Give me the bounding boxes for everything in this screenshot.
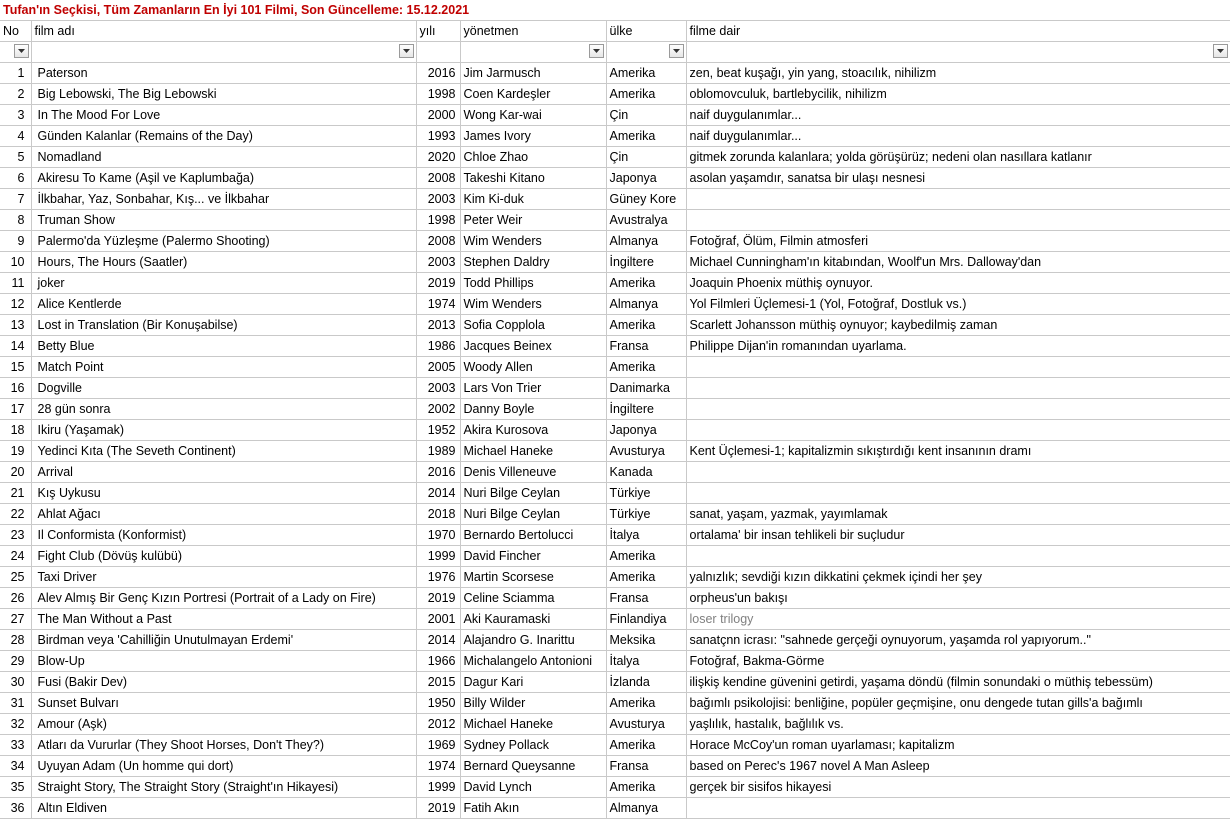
- chevron-down-icon[interactable]: [589, 44, 604, 58]
- table-row[interactable]: [0, 189, 1230, 210]
- cell-director[interactable]: Denis Villeneuve: [460, 462, 606, 483]
- cell-year[interactable]: 1950: [416, 693, 460, 714]
- cell-film-title[interactable]: Sunset Bulvarı: [31, 693, 416, 714]
- cell-about[interactable]: ilişkiş kendine güvenini getirdi, yaşama döndü (filmin sonundaki o müthiş tebessüm): [686, 672, 1230, 693]
- cell-year[interactable]: 2014: [416, 483, 460, 504]
- cell-year[interactable]: 1999: [416, 546, 460, 567]
- table-header-row: [0, 21, 1230, 42]
- cell-film-title[interactable]: Arrival: [31, 462, 416, 483]
- cell-film-title[interactable]: Akiresu To Kame (Aşil ve Kaplumbağa): [31, 168, 416, 189]
- cell-about[interactable]: [686, 483, 1230, 504]
- table-row[interactable]: [0, 273, 1230, 294]
- cell-no[interactable]: 12: [0, 294, 31, 315]
- cell-film-title[interactable]: joker: [31, 273, 416, 294]
- cell-about[interactable]: zen, beat kuşağı, yin yang, stoacılık, nihilizm: [686, 63, 1230, 84]
- table-row[interactable]: [0, 378, 1230, 399]
- cell-about[interactable]: Scarlett Johansson müthiş oynuyor; kaybedilmiş zaman: [686, 315, 1230, 336]
- table-row[interactable]: [0, 525, 1230, 546]
- cell-no[interactable]: 17: [0, 399, 31, 420]
- cell-year[interactable]: 2014: [416, 630, 460, 651]
- cell-no[interactable]: 18: [0, 420, 31, 441]
- table-row[interactable]: [0, 105, 1230, 126]
- cell-director[interactable]: Aki Kauramaski: [460, 609, 606, 630]
- cell-director[interactable]: Wim Wenders: [460, 294, 606, 315]
- cell-no[interactable]: 25: [0, 567, 31, 588]
- cell-director[interactable]: Michael Haneke: [460, 441, 606, 462]
- cell-year[interactable]: 1976: [416, 567, 460, 588]
- cell-year[interactable]: 2000: [416, 105, 460, 126]
- cell-country[interactable]: Güney Kore: [606, 189, 686, 210]
- cell-no[interactable]: 35: [0, 777, 31, 798]
- cell-about[interactable]: Joaquin Phoenix müthiş oynuyor.: [686, 273, 1230, 294]
- cell-about[interactable]: yaşlılık, hastalık, bağlılık vs.: [686, 714, 1230, 735]
- table-row[interactable]: [0, 399, 1230, 420]
- chevron-down-icon[interactable]: [1213, 44, 1228, 58]
- cell-film-title[interactable]: Betty Blue: [31, 336, 416, 357]
- cell-about[interactable]: [686, 189, 1230, 210]
- cell-country[interactable]: Çin: [606, 147, 686, 168]
- cell-director[interactable]: Dagur Kari: [460, 672, 606, 693]
- cell-director[interactable]: Michael Haneke: [460, 714, 606, 735]
- table-row[interactable]: [0, 420, 1230, 441]
- cell-country[interactable]: Avusturya: [606, 714, 686, 735]
- table-row[interactable]: [0, 210, 1230, 231]
- cell-about[interactable]: [686, 798, 1230, 819]
- cell-no[interactable]: 29: [0, 651, 31, 672]
- chevron-down-icon[interactable]: [399, 44, 414, 58]
- cell-film-title[interactable]: Kış Uykusu: [31, 483, 416, 504]
- filter-cell-year: [416, 42, 460, 63]
- cell-director[interactable]: Celine Sciamma: [460, 588, 606, 609]
- cell-about[interactable]: Michael Cunningham'ın kitabından, Woolf'un Mrs. Dalloway'dan: [686, 252, 1230, 273]
- cell-no[interactable]: 19: [0, 441, 31, 462]
- cell-year[interactable]: 1952: [416, 420, 460, 441]
- cell-about[interactable]: bağımlı psikolojisi: benliğine, popüler geçmişine, onu dengede tutan gills'a bağımlı: [686, 693, 1230, 714]
- cell-about[interactable]: [686, 357, 1230, 378]
- cell-about[interactable]: naif duygulanımlar...: [686, 105, 1230, 126]
- cell-year[interactable]: 2003: [416, 189, 460, 210]
- cell-director[interactable]: Fatih Akın: [460, 798, 606, 819]
- cell-country[interactable]: Avusturya: [606, 441, 686, 462]
- cell-film-title[interactable]: In The Mood For Love: [31, 105, 416, 126]
- table-row[interactable]: [0, 441, 1230, 462]
- cell-director[interactable]: Nuri Bilge Ceylan: [460, 483, 606, 504]
- cell-no[interactable]: 11: [0, 273, 31, 294]
- filter-cell-director: [460, 42, 606, 63]
- cell-film-title[interactable]: Nomadland: [31, 147, 416, 168]
- cell-country[interactable]: Danimarka: [606, 378, 686, 399]
- filter-cell-country: [606, 42, 686, 63]
- cell-no[interactable]: 20: [0, 462, 31, 483]
- cell-country[interactable]: Çin: [606, 105, 686, 126]
- cell-about[interactable]: naif duygulanımlar...: [686, 126, 1230, 147]
- cell-year[interactable]: 2020: [416, 147, 460, 168]
- cell-director[interactable]: Michalangelo Antonioni: [460, 651, 606, 672]
- cell-film-title[interactable]: Lost in Translation (Bir Konuşabilse): [31, 315, 416, 336]
- cell-film-title[interactable]: Atları da Vururlar (They Shoot Horses, Don't They?): [31, 735, 416, 756]
- cell-country[interactable]: Amerika: [606, 84, 686, 105]
- cell-film-title[interactable]: Straight Story, The Straight Story (Straight'ın Hikayesi): [31, 777, 416, 798]
- cell-about[interactable]: based on Perec's 1967 novel A Man Asleep: [686, 756, 1230, 777]
- cell-year[interactable]: 1986: [416, 336, 460, 357]
- cell-year[interactable]: 1993: [416, 126, 460, 147]
- cell-no[interactable]: 31: [0, 693, 31, 714]
- cell-country[interactable]: Türkiye: [606, 504, 686, 525]
- table-row[interactable]: [0, 168, 1230, 189]
- cell-film-title[interactable]: Uyuyan Adam (Un homme qui dort): [31, 756, 416, 777]
- cell-director[interactable]: Alajandro G. Inarittu: [460, 630, 606, 651]
- cell-no[interactable]: 26: [0, 588, 31, 609]
- cell-country[interactable]: Amerika: [606, 126, 686, 147]
- cell-no[interactable]: 33: [0, 735, 31, 756]
- cell-year[interactable]: 2013: [416, 315, 460, 336]
- table-row[interactable]: [0, 504, 1230, 525]
- table-row[interactable]: [0, 777, 1230, 798]
- cell-year[interactable]: 1999: [416, 777, 460, 798]
- cell-country[interactable]: Almanya: [606, 294, 686, 315]
- cell-year[interactable]: 1998: [416, 84, 460, 105]
- table-row[interactable]: [0, 588, 1230, 609]
- cell-no[interactable]: 27: [0, 609, 31, 630]
- cell-country[interactable]: İtalya: [606, 651, 686, 672]
- cell-year[interactable]: 2003: [416, 252, 460, 273]
- cell-director[interactable]: Jacques Beinex: [460, 336, 606, 357]
- cell-film-title[interactable]: Il Conformista (Konformist): [31, 525, 416, 546]
- cell-country[interactable]: Fransa: [606, 756, 686, 777]
- cell-about[interactable]: asolan yaşamdır, sanatsa bir ulaşı nesnesi: [686, 168, 1230, 189]
- cell-country[interactable]: Amerika: [606, 546, 686, 567]
- cell-country[interactable]: Japonya: [606, 420, 686, 441]
- cell-year[interactable]: 2002: [416, 399, 460, 420]
- cell-film-title[interactable]: Truman Show: [31, 210, 416, 231]
- filter-cell-no: [0, 42, 31, 63]
- cell-about[interactable]: Fotoğraf, Bakma-Görme: [686, 651, 1230, 672]
- table-row[interactable]: [0, 651, 1230, 672]
- cell-country[interactable]: Amerika: [606, 735, 686, 756]
- filter-cell-film: [31, 42, 416, 63]
- cell-country[interactable]: Fransa: [606, 336, 686, 357]
- cell-film-title[interactable]: 28 gün sonra: [31, 399, 416, 420]
- cell-about[interactable]: [686, 420, 1230, 441]
- table-row[interactable]: [0, 630, 1230, 651]
- cell-year[interactable]: 2019: [416, 588, 460, 609]
- cell-no[interactable]: 3: [0, 105, 31, 126]
- cell-director[interactable]: Sofia Copplola: [460, 315, 606, 336]
- cell-no[interactable]: 28: [0, 630, 31, 651]
- cell-film-title[interactable]: Big Lebowski, The Big Lebowski: [31, 84, 416, 105]
- cell-year[interactable]: 2008: [416, 168, 460, 189]
- cell-director[interactable]: Stephen Daldry: [460, 252, 606, 273]
- cell-year[interactable]: 2019: [416, 798, 460, 819]
- cell-film-title[interactable]: The Man Without a Past: [31, 609, 416, 630]
- cell-no[interactable]: 5: [0, 147, 31, 168]
- column-header-about: filme dair: [686, 21, 1230, 42]
- cell-year[interactable]: 2003: [416, 378, 460, 399]
- cell-year[interactable]: 1970: [416, 525, 460, 546]
- table-row[interactable]: [0, 462, 1230, 483]
- cell-about[interactable]: [686, 378, 1230, 399]
- cell-no[interactable]: 1: [0, 63, 31, 84]
- cell-director[interactable]: Kim Ki-duk: [460, 189, 606, 210]
- cell-year[interactable]: 2008: [416, 231, 460, 252]
- chevron-down-icon[interactable]: [14, 44, 29, 58]
- cell-about[interactable]: Philippe Dijan'in romanından uyarlama.: [686, 336, 1230, 357]
- cell-director[interactable]: Bernardo Bertolucci: [460, 525, 606, 546]
- cell-director[interactable]: Billy Wilder: [460, 693, 606, 714]
- column-header-no: No: [0, 21, 31, 42]
- cell-country[interactable]: Amerika: [606, 273, 686, 294]
- cell-year[interactable]: 2018: [416, 504, 460, 525]
- cell-year[interactable]: 1966: [416, 651, 460, 672]
- cell-year[interactable]: 2001: [416, 609, 460, 630]
- cell-director[interactable]: Nuri Bilge Ceylan: [460, 504, 606, 525]
- cell-director[interactable]: Wong Kar-wai: [460, 105, 606, 126]
- cell-country[interactable]: İngiltere: [606, 399, 686, 420]
- cell-no[interactable]: 15: [0, 357, 31, 378]
- cell-country[interactable]: Amerika: [606, 315, 686, 336]
- cell-director[interactable]: Danny Boyle: [460, 399, 606, 420]
- cell-director[interactable]: Bernard Queysanne: [460, 756, 606, 777]
- table-row[interactable]: [0, 84, 1230, 105]
- cell-no[interactable]: 9: [0, 231, 31, 252]
- cell-about[interactable]: Yol Filmleri Üçlemesi-1 (Yol, Fotoğraf, Dostluk vs.): [686, 294, 1230, 315]
- cell-no[interactable]: 30: [0, 672, 31, 693]
- cell-country[interactable]: Amerika: [606, 357, 686, 378]
- cell-no[interactable]: 8: [0, 210, 31, 231]
- cell-director[interactable]: Lars Von Trier: [460, 378, 606, 399]
- cell-country[interactable]: Amerika: [606, 693, 686, 714]
- cell-no[interactable]: 14: [0, 336, 31, 357]
- cell-director[interactable]: Martin Scorsese: [460, 567, 606, 588]
- cell-year[interactable]: 1998: [416, 210, 460, 231]
- cell-about[interactable]: Kent Üçlemesi-1; kapitalizmin sıkıştırdığı kent insanının dramı: [686, 441, 1230, 462]
- column-header-film: film adı: [31, 21, 416, 42]
- cell-about[interactable]: [686, 399, 1230, 420]
- cell-director[interactable]: Akira Kurosova: [460, 420, 606, 441]
- cell-director[interactable]: Woody Allen: [460, 357, 606, 378]
- cell-country[interactable]: Meksika: [606, 630, 686, 651]
- cell-film-title[interactable]: Match Point: [31, 357, 416, 378]
- cell-film-title[interactable]: Blow-Up: [31, 651, 416, 672]
- cell-about[interactable]: gerçek bir sisifos hikayesi: [686, 777, 1230, 798]
- cell-film-title[interactable]: Fight Club (Dövüş kulübü): [31, 546, 416, 567]
- cell-director[interactable]: Todd Phillips: [460, 273, 606, 294]
- cell-no[interactable]: 36: [0, 798, 31, 819]
- cell-film-title[interactable]: Alev Almış Bir Genç Kızın Portresi (Portrait of a Lady on Fire): [31, 588, 416, 609]
- cell-director[interactable]: David Lynch: [460, 777, 606, 798]
- page-title: Tufan'ın Seçkisi, Tüm Zamanların En İyi 101 Filmi, Son Güncelleme: 15.12.2021: [0, 0, 1230, 21]
- cell-country[interactable]: Amerika: [606, 567, 686, 588]
- cell-about[interactable]: Horace McCoy'un roman uyarlaması; kapitalizm: [686, 735, 1230, 756]
- table-row[interactable]: [0, 693, 1230, 714]
- cell-about[interactable]: sanat, yaşam, yazmak, yayımlamak: [686, 504, 1230, 525]
- cell-director[interactable]: Chloe Zhao: [460, 147, 606, 168]
- cell-director[interactable]: David Fincher: [460, 546, 606, 567]
- column-header-year: yılı: [416, 21, 460, 42]
- cell-no[interactable]: 2: [0, 84, 31, 105]
- cell-year[interactable]: 1969: [416, 735, 460, 756]
- cell-film-title[interactable]: Yedinci Kıta (The Seveth Continent): [31, 441, 416, 462]
- cell-film-title[interactable]: Palermo'da Yüzleşme (Palermo Shooting): [31, 231, 416, 252]
- cell-country[interactable]: Amerika: [606, 777, 686, 798]
- cell-no[interactable]: 6: [0, 168, 31, 189]
- table-title-row: [0, 0, 1230, 21]
- cell-about[interactable]: orpheus'un bakışı: [686, 588, 1230, 609]
- cell-no[interactable]: 10: [0, 252, 31, 273]
- cell-about[interactable]: [686, 210, 1230, 231]
- cell-about[interactable]: sanatçnn icrası: "sahnede gerçeği oynuyorum, yaşamda rol yapıyorum..": [686, 630, 1230, 651]
- cell-director[interactable]: Wim Wenders: [460, 231, 606, 252]
- cell-director[interactable]: James Ivory: [460, 126, 606, 147]
- table-row[interactable]: [0, 756, 1230, 777]
- cell-country[interactable]: İzlanda: [606, 672, 686, 693]
- table-row[interactable]: [0, 315, 1230, 336]
- cell-film-title[interactable]: Ahlat Ağacı: [31, 504, 416, 525]
- cell-director[interactable]: Coen Kardeşler: [460, 84, 606, 105]
- cell-year[interactable]: 2019: [416, 273, 460, 294]
- cell-year[interactable]: 2016: [416, 63, 460, 84]
- table-row[interactable]: [0, 231, 1230, 252]
- cell-year[interactable]: 2015: [416, 672, 460, 693]
- table-filter-row: [0, 42, 1230, 63]
- table-body: [0, 63, 1230, 819]
- table-row[interactable]: [0, 147, 1230, 168]
- cell-about[interactable]: gitmek zorunda kalanlara; yolda görüşürüz; nedeni olan nasıllara katlanır: [686, 147, 1230, 168]
- cell-country[interactable]: İngiltere: [606, 252, 686, 273]
- table-row[interactable]: [0, 609, 1230, 630]
- cell-no[interactable]: 22: [0, 504, 31, 525]
- cell-about[interactable]: yalnızlık; sevdiği kızın dikkatini çekmek içindi her şey: [686, 567, 1230, 588]
- cell-year[interactable]: 2012: [416, 714, 460, 735]
- table-row[interactable]: [0, 357, 1230, 378]
- cell-about[interactable]: [686, 462, 1230, 483]
- table-row[interactable]: [0, 252, 1230, 273]
- cell-no[interactable]: 32: [0, 714, 31, 735]
- cell-country[interactable]: Kanada: [606, 462, 686, 483]
- filter-cell-about: [686, 42, 1230, 63]
- table-row[interactable]: [0, 294, 1230, 315]
- cell-film-title[interactable]: Dogville: [31, 378, 416, 399]
- cell-film-title[interactable]: Birdman veya 'Cahilliğin Unutulmayan Erdemi': [31, 630, 416, 651]
- cell-year[interactable]: 2005: [416, 357, 460, 378]
- table-row[interactable]: [0, 126, 1230, 147]
- cell-no[interactable]: 7: [0, 189, 31, 210]
- cell-country[interactable]: Almanya: [606, 798, 686, 819]
- cell-film-title[interactable]: Altın Eldiven: [31, 798, 416, 819]
- table-row[interactable]: [0, 567, 1230, 588]
- cell-director[interactable]: Takeshi Kitano: [460, 168, 606, 189]
- cell-country[interactable]: Almanya: [606, 231, 686, 252]
- cell-no[interactable]: 13: [0, 315, 31, 336]
- cell-year[interactable]: 1989: [416, 441, 460, 462]
- table-row[interactable]: [0, 336, 1230, 357]
- cell-country[interactable]: Türkiye: [606, 483, 686, 504]
- cell-director[interactable]: Peter Weir: [460, 210, 606, 231]
- cell-country[interactable]: Finlandiya: [606, 609, 686, 630]
- table-row[interactable]: [0, 672, 1230, 693]
- cell-country[interactable]: Avustralya: [606, 210, 686, 231]
- cell-country[interactable]: İtalya: [606, 525, 686, 546]
- cell-film-title[interactable]: Hours, The Hours (Saatler): [31, 252, 416, 273]
- column-header-director: yönetmen: [460, 21, 606, 42]
- column-header-country: ülke: [606, 21, 686, 42]
- chevron-down-icon[interactable]: [669, 44, 684, 58]
- cell-no[interactable]: 34: [0, 756, 31, 777]
- table-row[interactable]: [0, 714, 1230, 735]
- cell-film-title[interactable]: Günden Kalanlar (Remains of the Day): [31, 126, 416, 147]
- cell-no[interactable]: 4: [0, 126, 31, 147]
- cell-film-title[interactable]: Alice Kentlerde: [31, 294, 416, 315]
- cell-about[interactable]: Fotoğraf, Ölüm, Filmin atmosferi: [686, 231, 1230, 252]
- cell-no[interactable]: 21: [0, 483, 31, 504]
- cell-director[interactable]: Sydney Pollack: [460, 735, 606, 756]
- cell-about[interactable]: ortalama' bir insan tehlikeli bir suçludur: [686, 525, 1230, 546]
- cell-film-title[interactable]: Fusi (Bakir Dev): [31, 672, 416, 693]
- cell-about[interactable]: loser trilogy: [686, 609, 1230, 630]
- cell-no[interactable]: 16: [0, 378, 31, 399]
- cell-year[interactable]: 2016: [416, 462, 460, 483]
- table-row[interactable]: [0, 63, 1230, 84]
- cell-no[interactable]: 23: [0, 525, 31, 546]
- cell-no[interactable]: 24: [0, 546, 31, 567]
- cell-film-title[interactable]: İlkbahar, Yaz, Sonbahar, Kış... ve İlkbahar: [31, 189, 416, 210]
- table-row[interactable]: [0, 798, 1230, 819]
- table-row[interactable]: [0, 483, 1230, 504]
- table-row[interactable]: [0, 735, 1230, 756]
- cell-country[interactable]: Fransa: [606, 588, 686, 609]
- cell-year[interactable]: 1974: [416, 756, 460, 777]
- cell-country[interactable]: Japonya: [606, 168, 686, 189]
- cell-about[interactable]: oblomovculuk, bartlebycilik, nihilizm: [686, 84, 1230, 105]
- cell-country[interactable]: Amerika: [606, 63, 686, 84]
- cell-about[interactable]: [686, 546, 1230, 567]
- table-row[interactable]: [0, 546, 1230, 567]
- cell-film-title[interactable]: Amour (Aşk): [31, 714, 416, 735]
- cell-year[interactable]: 1974: [416, 294, 460, 315]
- cell-director[interactable]: Jim Jarmusch: [460, 63, 606, 84]
- cell-film-title[interactable]: Paterson: [31, 63, 416, 84]
- cell-film-title[interactable]: Taxi Driver: [31, 567, 416, 588]
- cell-film-title[interactable]: Ikiru (Yaşamak): [31, 420, 416, 441]
